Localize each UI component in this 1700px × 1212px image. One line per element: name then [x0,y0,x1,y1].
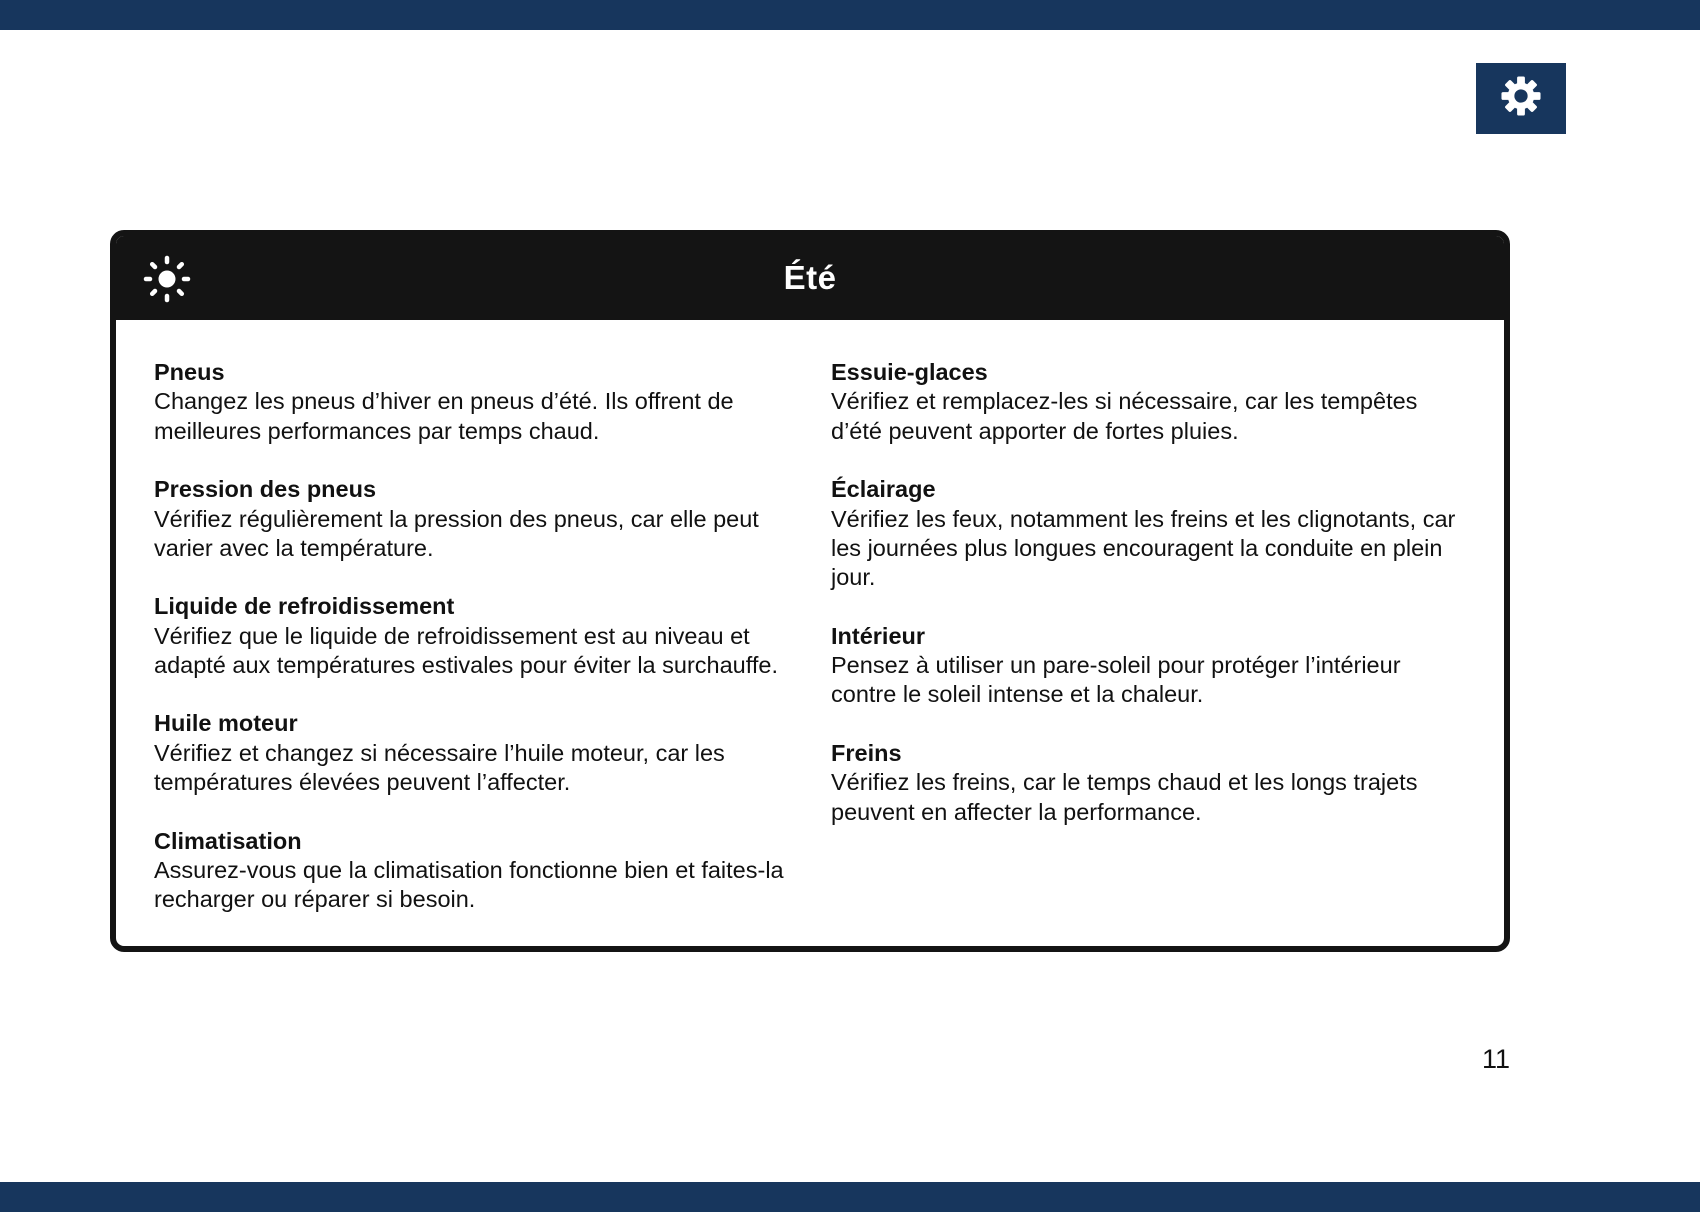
section-interieur [831,622,1462,710]
season-card [110,230,1510,952]
section-heading: Essuie-glaces [831,359,988,385]
section-body: Vérifiez que le liquide de refroidissement est au niveau et adapté aux températures estivales pour éviter la surchauffe. [154,622,778,678]
section-body: Changez les pneus d’hiver en pneus d’été. Ils offrent de meilleures performances par temps chaud. [154,388,734,444]
section-heading: Climatisation [154,827,302,854]
sun-icon [142,254,192,304]
card-title: Été [783,259,837,296]
gear-icon [1496,71,1546,126]
section-body: Vérifiez et remplacez-les si nécessaire, car les tempêtes d’été peuvent apporter de fortes pluies. [831,388,1418,444]
section-eclairage [831,475,1462,593]
section-heading: Huile moteur [154,710,298,737]
section-huile-moteur [154,709,785,797]
section-freins [831,739,1462,827]
card-header [116,236,1504,320]
section-body: Vérifiez régulièrement la pression des pneus, car elle peut varier avec la température. [154,505,759,561]
section-heading: Pneus [154,359,225,385]
bottom-edge-bar [0,1182,1700,1212]
section-climatisation [154,827,785,915]
section-essuie-glaces [831,358,1462,446]
right-column [831,358,1462,944]
top-edge-bar [0,0,1700,30]
page-number: 11 [1481,1044,1510,1074]
section-body: Vérifiez les feux, notamment les freins et les clignotants, car les journées plus longues encouragent la conduite en plein jour. [831,505,1456,591]
section-body: Pensez à utiliser un pare-soleil pour protéger l’intérieur contre le soleil intense et la chaleur. [831,652,1401,708]
section-heading: Éclairage [831,476,936,503]
section-heading: Intérieur [831,622,926,649]
section-heading: Liquide de refroidissement [154,593,455,620]
section-body: Vérifiez les freins, car le temps chaud et les longs trajets peuvent en affecter la performance. [831,769,1418,825]
section-heading: Pression des pneus [154,476,377,503]
card-body [116,320,1504,952]
section-pression-des-pneus [154,475,785,563]
section-heading: Freins [831,739,902,766]
left-column [154,358,785,944]
section-pneus [154,358,785,446]
section-body: Vérifiez et changez si nécessaire l’huile moteur, car les températures élevées peuvent l’affecter. [154,739,725,796]
section-liquide-de-refroidissement [154,592,785,680]
section-body: Assurez-vous que la climatisation fonctionne bien et faites-la recharger ou réparer si besoin. [154,856,784,913]
settings-gear-badge [1476,63,1566,134]
